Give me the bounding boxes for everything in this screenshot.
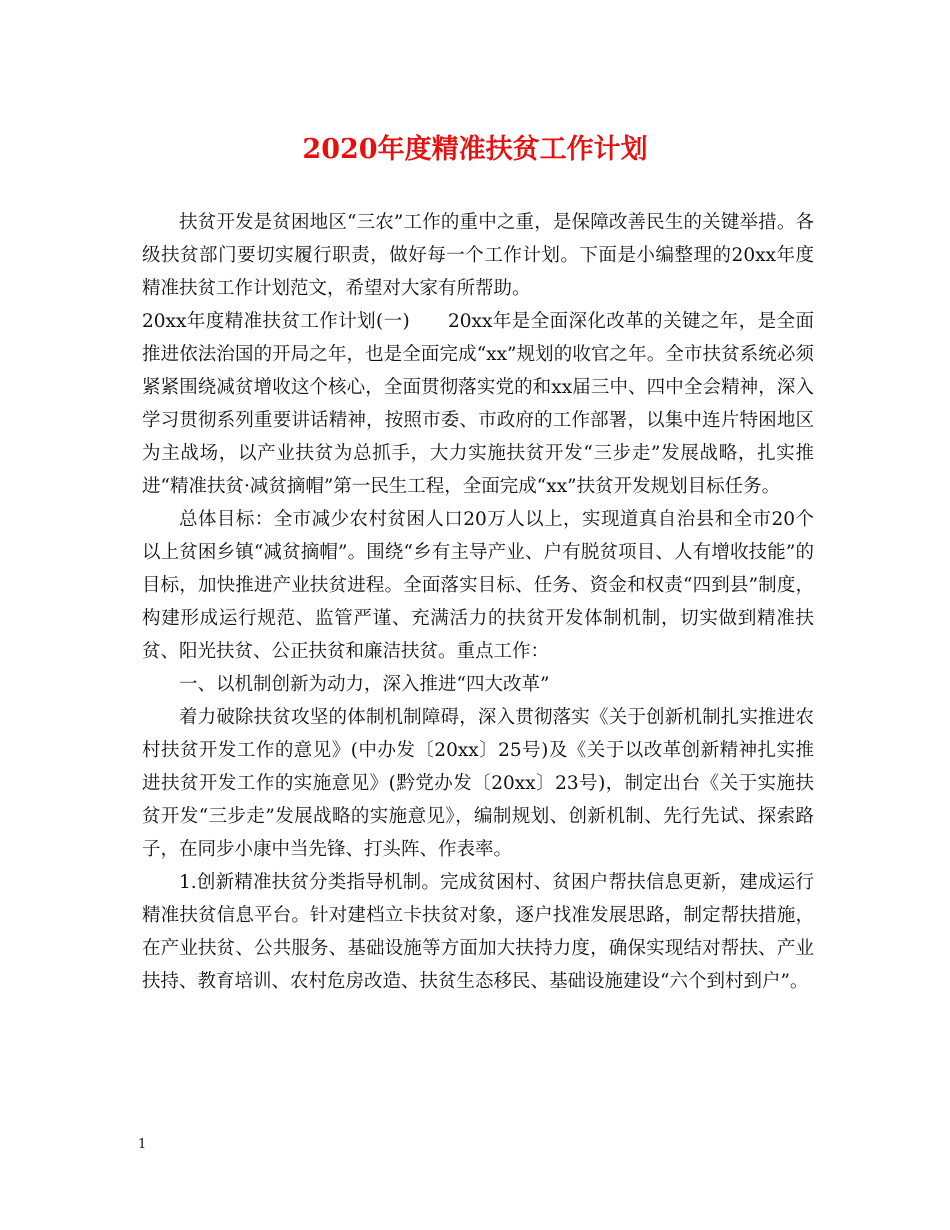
page-number: 1 <box>138 1137 147 1152</box>
document-title: 2020年度精准扶贫工作计划 <box>302 134 648 165</box>
paragraph-precise-poverty-mechanism: 1.创新精准扶贫分类指导机制。完成贫困村、贫困户帮扶信息更新，建成运行精准扶贫信息平台。针对建档立卡扶贫对象，逐户找准发展思路，制定帮扶措施，在产业扶贫、公共服务、基础设施等方面加大扶持力度，确保实现结对帮扶、产业扶持、教育培训、农村危房改造、扶贫生态移民、基础设施建设“六个到村到户”。 <box>142 872 814 992</box>
paragraph-intro: 扶贫开发是贫困地区“三农”工作的重中之重，是保障改善民生的关键举措。各级扶贫部门要切实履行职责，做好每一个工作计划。下面是小编整理的20xx年度精准扶贫工作计划范文，希望对大家有所帮助。 <box>142 212 814 299</box>
document-body <box>142 206 814 998</box>
paragraph-plan-one: 20xx年度精准扶贫工作计划(一) 20xx年是全面深化改革的关键之年，是全面推进依法治国的开局之年，也是全面完成“xx”规划的收官之年。全市扶贫系统必须紧紧围绕减贫增收这个核心，全面贯彻落实党的和xx届三中、四中全会精神，深入学习贯彻系列重要讲话精神，按照市委、市政府的工作部署，以集中连片特困地区为主战场，以产业扶贫为总抓手，大力实施扶贫开发“三步走”发展战略，扎实推进“精准扶贫·减贫摘帽”第一民生工程，全面完成“xx”扶贫开发规划目标任务。 <box>142 311 814 497</box>
heading-mechanism-innovation: 一、以机制创新为动力，深入推进“四大改革” <box>179 674 550 695</box>
paragraph-overall-goal: 总体目标：全市减少农村贫困人口20万人以上，实现道真自治县和全市20个以上贫困乡镇“减贫摘帽”。围绕“乡有主导产业、户有脱贫项目、人有增收技能”的目标，加快推进产业扶贫进程。全面落实目标、任务、资金和权责“四到县”制度，构建形成运行规范、监管严谨、充满活力的扶贫开发体制机制，切实做到精准扶贫、阳光扶贫、公正扶贫和廉洁扶贫。重点工作： <box>142 509 814 662</box>
paragraph-system-obstacles: 着力破除扶贫攻坚的体制机制障碍，深入贯彻落实《关于创新机制扎实推进农村扶贫开发工作的意见》(中办发〔20xx〕25号)及《关于以改革创新精神扎实推进扶贫开发工作的实施意见》(黔党办发〔20xx〕23号)，制定出台《关于实施扶贫开发“三步走”发展战略的实施意见》，编制规划、创新机制、先行先试、探索路子，在同步小康中当先锋、打头阵、作表率。 <box>142 707 814 860</box>
